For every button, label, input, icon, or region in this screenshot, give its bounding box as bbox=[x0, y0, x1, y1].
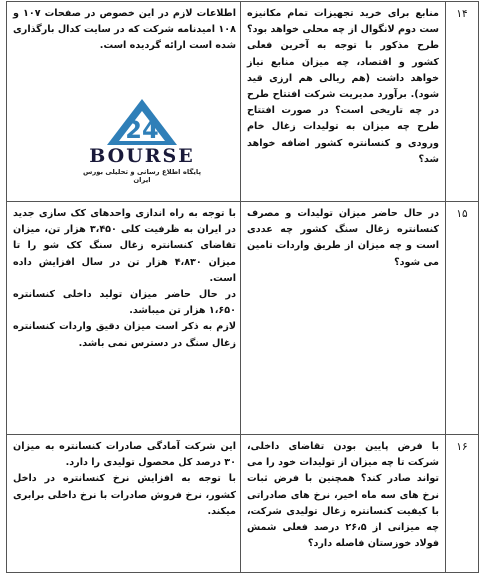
question-text: با فرض پایین بودن تقاضای داخلی، شرکت تا چه میزان از تولیدات خود را می تواند صادر کند؟ همچنین با فرض ثبات نرخ های سه ماه اخیر، نرخ های صادراتی با کیفیت کنسانتره زغال تولیدی شرکت، چه میزانی از ۲۶،۵ درصد فعلی شمش فولاد خوزستان فاصله دارد؟ bbox=[247, 441, 439, 550]
answer-text: این شرکت آمادگی صادرات کنسانتره به میزان ۳۰ درصد کل محصول تولیدی را دارد. با توجه به افزایش نرخ کنسانتره در داخل کشور، نرخ فروش صادرات با نرخ داخلی برابری میکند. bbox=[13, 441, 236, 517]
row-number: ۱۴ bbox=[445, 2, 478, 201]
question-cell bbox=[240, 2, 445, 201]
question-text: منابع برای خرید تجهیزات تمام مکانیزه ست دوم لانگوال از چه محلی خواهد بود؟ طرح مذکور با توجه به آخرین فعلی کشور و اقتصاد، چه میزان منابع نیاز خواهد داشت (هم ریالی هم ارزی قید شود). برآورد مدیریت شرکت افتتاح طرح در چه تاریخی است؟ در صورت افتتاح طرح چه میزان به تولیدات زغال خام ورودی و کنسانتره کشور اضافه خواهد شد؟ bbox=[247, 8, 439, 165]
bourse-logo bbox=[77, 97, 207, 184]
table-row bbox=[7, 2, 478, 202]
answer-text: اطلاعات لازم در این خصوص در صفحات ۱۰۷ و ۱۰۸ امیدنامه شرکت که در سایت کدال بارگذاری شده است ارائه گردیده است. bbox=[13, 8, 236, 52]
question-text: در حال حاضر میزان تولیدات و مصرف کنسانتره زغال سنگ کشور چه عددی است و چه میزان از طریق واردات تامین می شود؟ bbox=[247, 208, 439, 268]
qa-table bbox=[6, 1, 479, 573]
row-number: ۱۵ bbox=[445, 202, 478, 434]
logo-number: 24 bbox=[125, 116, 159, 144]
logo-word: BOURSE bbox=[89, 145, 195, 167]
logo-subtitle: پایگاه اطلاع رسانی و تحلیلی بورس ایران bbox=[82, 168, 202, 184]
table-row bbox=[7, 202, 478, 435]
question-cell bbox=[240, 202, 445, 434]
answer-cell bbox=[7, 202, 242, 434]
row-number: ۱۶ bbox=[445, 435, 478, 572]
question-cell bbox=[240, 435, 445, 572]
answer-cell bbox=[7, 435, 242, 572]
answer-cell bbox=[7, 2, 242, 201]
table-row bbox=[7, 435, 478, 572]
bourse-logo-icon bbox=[105, 97, 179, 147]
answer-text: با توجه به راه اندازی واحدهای کک سازی جدید در ایران به ظرفیت کلی ۳،۴۵۰ هزار تن، میزان تقاضای کنسانتره زغال سنگ کک شو را تا میزان ۴،۸۳۰ هزار تن در سال افزایش داده است. در حال حاضر میزان تولید داخلی کنسانتره ۱،۶۵۰ هزار تن میباشد. لازم به ذکر است میزان دقیق واردات کنسانتره زغال سنگ در دسترس نمی باشد. bbox=[13, 208, 236, 349]
